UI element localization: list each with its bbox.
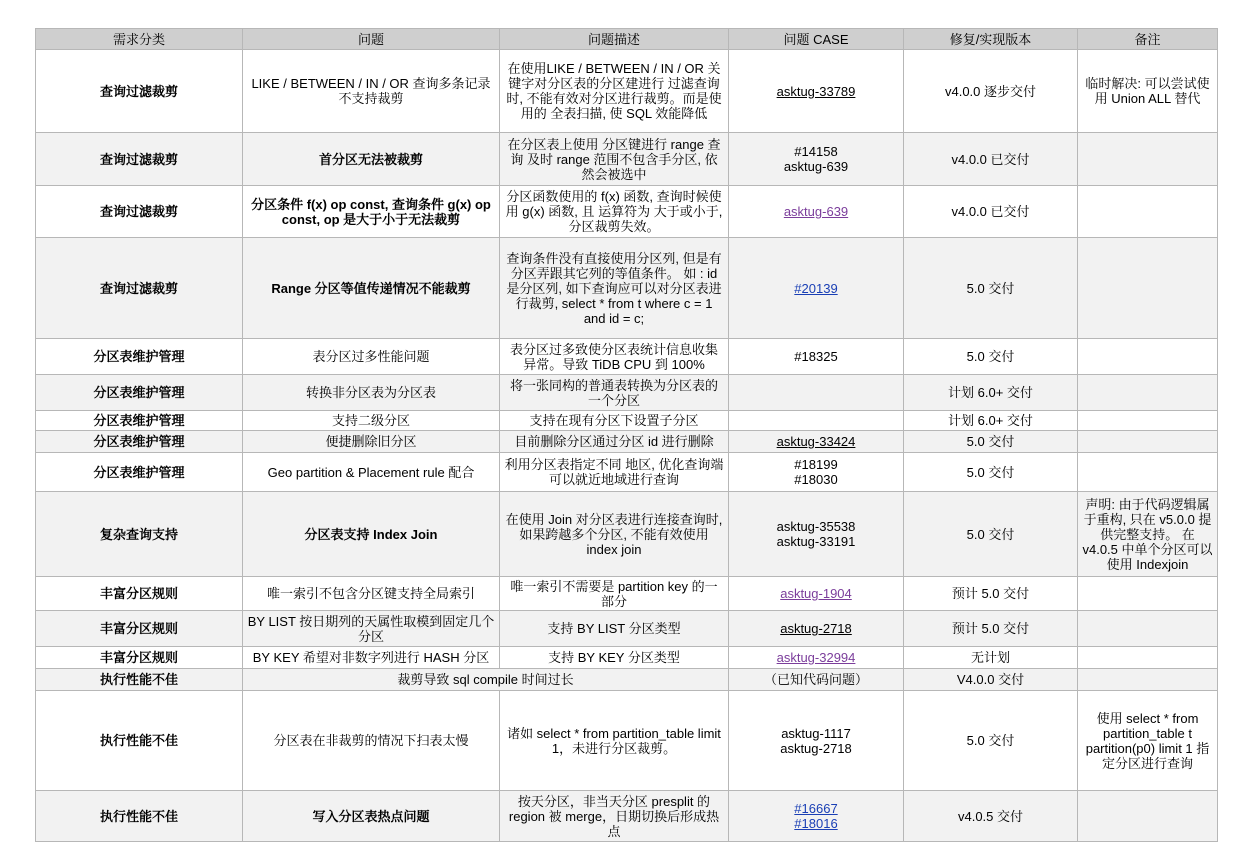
case-cell [729,411,904,431]
case-id: （已知代码问题） [763,672,868,687]
issue-cell: Geo partition & Placement rule 配合 [243,453,500,492]
description-cell: 将一张同构的普通表转换为分区表的一个分区 [500,375,729,411]
table-row [36,50,1218,133]
case-cell [729,669,904,691]
category-cell: 丰富分区规则 [36,611,243,647]
issue-cell: 分区表在非裁剪的情况下扫表太慢 [243,691,500,791]
case-id: #18030 [794,472,838,487]
note-cell [1078,453,1218,492]
version-cell: 5.0 交付 [904,492,1078,577]
issue-cell: 表分区过多性能问题 [243,339,500,375]
header-category: 需求分类 [36,29,243,50]
version-cell: 5.0 交付 [904,339,1078,375]
case-link[interactable]: #18016 [794,816,838,831]
case-cell [729,133,904,186]
version-cell: v4.0.5 交付 [904,791,1078,842]
header-description: 问题描述 [500,29,729,50]
table-row [36,647,1218,669]
issue-cell: BY KEY 希望对非数字列进行 HASH 分区 [243,647,500,669]
description-cell: 目前删除分区通过分区 id 进行删除 [500,431,729,453]
version-cell: v4.0.0 已交付 [904,133,1078,186]
issue-cell: 转换非分区表为分区表 [243,375,500,411]
table-row [36,453,1218,492]
category-cell: 执行性能不佳 [36,669,243,691]
version-cell: 预计 5.0 交付 [904,611,1078,647]
case-id: asktug-35538 [776,519,856,534]
note-cell: 临时解决: 可以尝试使用 Union ALL 替代 [1078,50,1218,133]
category-cell: 执行性能不佳 [36,791,243,842]
issue-cell: 写入分区表热点问题 [243,791,500,842]
version-cell: 预计 5.0 交付 [904,577,1078,611]
version-cell: 5.0 交付 [904,453,1078,492]
note-cell [1078,186,1218,238]
table-row [36,186,1218,238]
description-cell: 支持 BY KEY 分区类型 [500,647,729,669]
case-id: asktug-639 [783,159,849,174]
header-case: 问题 CASE [729,29,904,50]
category-cell: 分区表维护管理 [36,411,243,431]
note-cell [1078,647,1218,669]
table-row [36,669,1218,691]
header-note: 备注 [1078,29,1218,50]
note-cell [1078,791,1218,842]
case-link[interactable]: asktug-639 [783,204,849,219]
issue-cell: 便捷删除旧分区 [243,431,500,453]
case-cell [729,186,904,238]
case-link[interactable]: asktug-2718 [780,621,852,636]
description-cell: 查询条件没有直接使用分区列, 但是有分区弄跟其它列的等值条件。 如 : id 是分区列, 如下查询应可以对分区表进行裁剪, select * from t where c = 1 and id = c; [500,238,729,339]
note-cell [1078,238,1218,339]
case-id: asktug-1117 [781,725,851,741]
note-cell [1078,669,1218,691]
description-cell: 分区函数使用的 f(x) 函数, 查询时候使用 g(x) 函数, 且 运算符为 大于或小于, 分区裁剪失效。 [500,186,729,238]
category-cell: 复杂查询支持 [36,492,243,577]
note-cell [1078,339,1218,375]
requirements-table [35,28,1218,842]
table-row [36,691,1218,791]
version-cell: 无计划 [904,647,1078,669]
case-cell [729,611,904,647]
note-cell [1078,375,1218,411]
case-cell [729,492,904,577]
case-link[interactable]: asktug-33789 [776,83,856,99]
header-issue: 问题 [243,29,500,50]
category-cell: 查询过滤裁剪 [36,50,243,133]
issue-cell: Range 分区等值传递情况不能裁剪 [243,238,500,339]
issue-cell: 裁剪导致 sql compile 时间过长 [243,669,729,691]
case-id: #18199 [794,457,838,472]
table-row [36,133,1218,186]
description-cell: 在分区表上使用 分区键进行 range 查询 及时 range 范围不包含手分区, 依然会被选中 [500,133,729,186]
description-cell: 按天分区，非当天分区 presplit 的 region 被 merge，日期切换后形成热点 [500,791,729,842]
note-cell [1078,411,1218,431]
issue-cell: 支持二级分区 [243,411,500,431]
table-row [36,238,1218,339]
note-cell: 声明: 由于代码逻辑属于重构, 只在 v5.0.0 提供完整支持。 在 v4.0.5 中单个分区可以使用 Indexjoin [1078,492,1218,577]
note-cell: 使用 select * from partition_table t partition(p0) limit 1 指定分区进行查询 [1078,691,1218,791]
table-row [36,791,1218,842]
description-cell: 在使用LIKE / BETWEEN / IN / OR 关键字对分区表的分区建进行 过滤查询时, 不能有效对分区进行裁剪。而是使用的 全表扫描, 使 SQL 效能降低 [500,50,729,133]
table-row [36,431,1218,453]
note-cell [1078,431,1218,453]
version-cell: v4.0.0 已交付 [904,186,1078,238]
version-cell: 计划 6.0+ 交付 [904,411,1078,431]
case-cell [729,791,904,842]
note-cell [1078,611,1218,647]
case-id: asktug-33191 [776,534,856,549]
case-link[interactable]: #16667 [794,801,838,816]
case-cell [729,691,904,791]
category-cell: 分区表维护管理 [36,375,243,411]
description-cell: 支持 BY LIST 分区类型 [500,611,729,647]
table-row [36,577,1218,611]
table-row [36,611,1218,647]
case-cell [729,50,904,133]
table-row [36,375,1218,411]
issue-cell: BY LIST 按日期列的天属性取模到固定几个分区 [243,611,500,647]
description-cell: 利用分区表指定不同 地区, 优化查询端可以就近地域进行查询 [500,453,729,492]
case-cell [729,647,904,669]
description-cell: 表分区过多致使分区表统计信息收集异常。导致 TiDB CPU 到 100% [500,339,729,375]
category-cell: 执行性能不佳 [36,691,243,791]
case-id: #14158 [794,144,838,159]
issue-cell: 首分区无法被裁剪 [243,133,500,186]
description-cell: 唯一索引不需要是 partition key 的一部分 [500,577,729,611]
case-cell [729,431,904,453]
header-row [36,29,1218,50]
description-cell: 支持在现有分区下设置子分区 [500,411,729,431]
version-cell: v4.0.0 逐步交付 [904,50,1078,133]
version-cell: 5.0 交付 [904,691,1078,791]
case-id: #18325 [794,349,838,364]
version-cell: V4.0.0 交付 [904,669,1078,691]
table-row [36,411,1218,431]
case-cell [729,339,904,375]
issue-cell: 唯一索引不包含分区键支持全局索引 [243,577,500,611]
case-cell [729,577,904,611]
note-cell [1078,133,1218,186]
case-link[interactable]: asktug-1904 [780,586,852,601]
version-cell: 计划 6.0+ 交付 [904,375,1078,411]
category-cell: 丰富分区规则 [36,577,243,611]
case-cell [729,238,904,339]
description-cell: 诸如 select * from partition_table limit 1，未进行分区裁剪。 [500,691,729,791]
category-cell: 丰富分区规则 [36,647,243,669]
case-link[interactable]: asktug-32994 [776,650,856,665]
table-body [36,50,1218,842]
version-cell: 5.0 交付 [904,238,1078,339]
category-cell: 分区表维护管理 [36,453,243,492]
category-cell: 分区表维护管理 [36,431,243,453]
case-link[interactable]: asktug-33424 [776,434,856,449]
issue-cell: 分区表支持 Index Join [243,492,500,577]
case-id: asktug-2718 [780,740,852,756]
table-row [36,492,1218,577]
category-cell: 分区表维护管理 [36,339,243,375]
note-cell [1078,577,1218,611]
category-cell: 查询过滤裁剪 [36,186,243,238]
issue-cell: 分区条件 f(x) op const, 查询条件 g(x) op const, op 是大于小于无法裁剪 [243,186,500,238]
category-cell: 查询过滤裁剪 [36,133,243,186]
version-cell: 5.0 交付 [904,431,1078,453]
case-cell [729,453,904,492]
category-cell: 查询过滤裁剪 [36,238,243,339]
issue-cell: LIKE / BETWEEN / IN / OR 查询多条记录不支持裁剪 [243,50,500,133]
case-link[interactable]: #20139 [794,280,838,296]
header-version: 修复/实现版本 [904,29,1078,50]
case-cell [729,375,904,411]
table-row [36,339,1218,375]
description-cell: 在使用 Join 对分区表进行连接查询时, 如果跨越多个分区, 不能有效使用 index join [500,492,729,577]
